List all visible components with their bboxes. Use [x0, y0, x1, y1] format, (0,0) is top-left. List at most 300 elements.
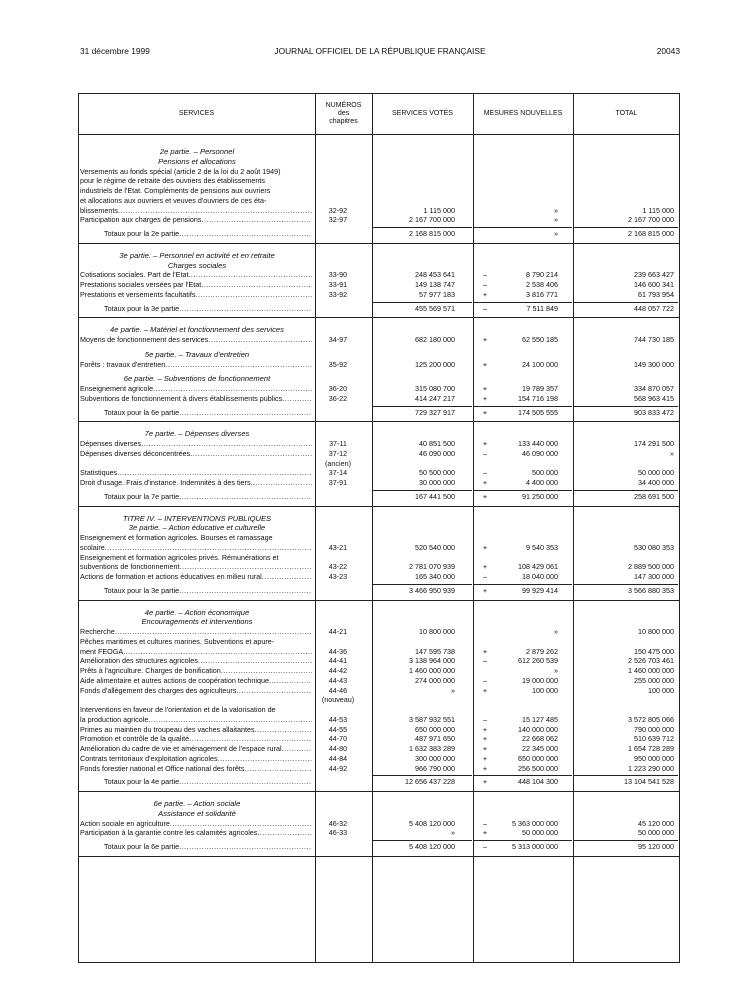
total-rule [574, 227, 678, 228]
total-value: 13 104 541 528 [624, 777, 674, 787]
change-sign: + [482, 585, 488, 595]
change-sign: – [483, 572, 487, 581]
table-row [80, 533, 676, 543]
services-votes-value: 149 138 747 [415, 280, 455, 289]
row-label: ment FEOGA ..... [80, 647, 312, 657]
total-rule [373, 302, 472, 303]
total-value: 150 475 000 [634, 646, 674, 656]
total-value: » [670, 448, 674, 458]
table-row [80, 290, 676, 300]
row-label: Dépenses diverses ..... [80, 439, 312, 449]
services-votes-value: 2 168 815 000 [409, 229, 455, 238]
services-votes-value: 12 656 437 228 [405, 777, 455, 787]
total-value: 258 691 500 [634, 491, 674, 501]
change-sign: – [483, 818, 487, 828]
total-rule [373, 406, 472, 407]
total-rule [474, 775, 572, 776]
change-sign: – [483, 303, 487, 313]
total-value: 3 566 880 353 [628, 585, 674, 595]
mesures-nouvelles-value: » [554, 215, 558, 225]
table-row [80, 715, 676, 725]
services-votes-value: 1 632 383 289 [409, 744, 455, 753]
row-label: Dépenses diverses déconcentrées ..... [80, 449, 312, 459]
table-row [80, 764, 676, 774]
table-row [80, 360, 676, 370]
change-sign: – [483, 270, 487, 280]
table-row [80, 186, 676, 196]
table-row [80, 468, 676, 478]
chapter-number: 44-80 [328, 744, 348, 753]
total-value: 448 057 722 [634, 303, 674, 313]
mesures-nouvelles-value: 50 000 000 [522, 828, 558, 838]
table-row [80, 215, 676, 225]
row-label: Statistiques ..... [80, 468, 312, 478]
section-heading: 6e partie. – Action sociale [153, 799, 241, 808]
services-votes-value: 3 587 932 551 [409, 714, 455, 724]
change-sign: + [482, 763, 488, 773]
table-row [80, 637, 676, 647]
total-rule [574, 584, 678, 585]
chapter-number: 36-20 [328, 384, 348, 393]
row-label: Moyens de fonctionnement des services ..... [80, 335, 312, 345]
mesures-nouvelles-value: 174 505 555 [518, 407, 558, 417]
table-row [80, 335, 676, 345]
services-votes-value: » [451, 685, 455, 695]
total-value: 530 080 353 [634, 542, 674, 552]
total-value: 149 300 000 [634, 359, 674, 369]
table-row [80, 478, 676, 488]
table-row [80, 206, 676, 216]
total-value: 2 526 703 461 [628, 656, 674, 666]
chapter-number: 44-36 [328, 646, 348, 656]
total-value: 255 000 000 [634, 675, 674, 685]
table-row [80, 439, 676, 449]
services-votes-value: 50 500 000 [419, 468, 455, 478]
total-rule [373, 490, 472, 491]
total-value: 950 000 000 [634, 753, 674, 763]
mesures-nouvelles-value: 650 000 000 [518, 753, 558, 763]
row-label: Recherche ..... [80, 627, 312, 637]
services-votes-value: 5 408 120 000 [409, 818, 455, 828]
mesures-nouvelles-value: 612 260 539 [518, 656, 558, 666]
mesures-nouvelles-value: 15 127 485 [522, 714, 558, 724]
row-label: Primes au maintien du troupeau des vaches allaitantes ..... [80, 725, 312, 735]
change-sign: + [482, 744, 488, 753]
header-date: 31 décembre 1999 [80, 46, 150, 56]
row-label: Totaux pour la 3e partie ..... [80, 586, 312, 596]
mesures-nouvelles-value: 62 550 185 [522, 335, 558, 344]
row-label: Pêches maritimes et cultures marines. Subventions et apure- [80, 636, 275, 646]
table-row [80, 562, 676, 572]
chapter-number: 44-43 [328, 675, 348, 685]
mesures-nouvelles-value: » [554, 627, 558, 636]
chapter-number: 32-92 [328, 205, 348, 215]
row-label: industriels de l'Etat. Compléments de pensions aux ouvriers [80, 186, 271, 195]
total-rule [574, 775, 678, 776]
mesures-nouvelles-value: 4 400 000 [526, 478, 558, 487]
services-votes-value: 30 000 000 [419, 478, 455, 487]
change-sign: + [482, 335, 488, 344]
services-votes-value: 10 800 000 [419, 627, 455, 636]
total-rule [574, 406, 678, 407]
mesures-nouvelles-value: 448 104 300 [518, 777, 558, 787]
table-row [80, 543, 676, 553]
row-label: Prêts à l'agriculture. Charges de bonification ..... [80, 666, 312, 676]
change-sign: + [482, 734, 488, 744]
row-label: Versements au fonds spécial (article 2 de la loi du 2 août 1949) [80, 166, 281, 176]
total-rule [474, 302, 572, 303]
chapter-number: 44-84 [328, 753, 348, 763]
services-votes-value: 650 000 000 [415, 724, 455, 734]
mesures-nouvelles-value: 9 540 353 [526, 542, 558, 552]
col-header-total: TOTAL [615, 110, 638, 117]
row-label: scolaire ..... [80, 543, 312, 553]
change-sign: + [482, 562, 488, 572]
total-value: 744 730 185 [634, 335, 674, 344]
services-votes-value: 248 453 641 [415, 270, 455, 280]
change-sign: + [482, 384, 488, 393]
total-value: 334 870 057 [634, 384, 674, 393]
row-label: Aide alimentaire et autres actions de coopération technique ..... [80, 676, 312, 686]
mesures-nouvelles-value: 46 090 000 [522, 448, 558, 458]
total-value: 95 120 000 [638, 842, 674, 851]
row-label: Enseignement et formation agricoles. Bourses et ramassage [80, 533, 273, 542]
row-label: Cotisations sociales. Part de l'Etat ..... [80, 270, 312, 280]
chapter-number: 33-92 [328, 289, 348, 299]
total-value: 3 572 805 066 [628, 714, 674, 724]
row-label: Totaux pour la 3e partie ..... [80, 304, 312, 314]
section-divider [78, 506, 680, 507]
table-row [80, 754, 676, 764]
row-label: Fonds d'allègement des charges des agriculteurs ..... [80, 686, 312, 696]
change-sign: – [483, 468, 487, 478]
section-heading: Encouragements et interventions [141, 617, 253, 627]
change-sign: + [482, 439, 488, 448]
row-label: Amélioration des structures agricoles ..... [80, 656, 312, 666]
total-value: 2 168 815 000 [628, 229, 674, 238]
table-row [80, 553, 676, 563]
change-sign: + [482, 491, 488, 501]
chapter-number: 35-92 [328, 359, 348, 369]
section-divider [78, 243, 680, 244]
change-sign: + [482, 393, 488, 403]
mesures-nouvelles-value: 2 538 406 [526, 280, 558, 289]
totals-row [80, 586, 676, 596]
change-sign: + [482, 407, 488, 417]
row-label: et allocations aux ouvriers et veuves d'ouvriers de ces éta- [80, 195, 267, 205]
section-divider [78, 317, 680, 318]
mesures-nouvelles-value: 5 313 000 000 [512, 842, 558, 851]
chapter-number: 43-21 [328, 542, 348, 552]
table-row [80, 744, 676, 754]
chapter-number: 44-21 [328, 627, 348, 636]
table-row [80, 394, 676, 404]
mesures-nouvelles-value: » [554, 666, 558, 675]
services-votes-value: » [451, 828, 455, 838]
services-votes-value: 729 327 917 [415, 407, 455, 417]
total-value: 1 223 290 000 [628, 763, 674, 773]
chapter-number: 43-22 [328, 562, 348, 572]
row-label: Interventions en faveur de l'orientation et de la valorisation de [80, 705, 276, 714]
table-row [80, 572, 676, 582]
total-rule [373, 775, 472, 776]
table-row [80, 828, 676, 838]
mesures-nouvelles-value: 7 511 849 [526, 303, 558, 313]
mesures-nouvelles-value: 108 429 061 [518, 562, 558, 572]
row-label: Subventions de fonctionnement à divers établissements publics ..... [80, 394, 312, 404]
services-votes-value: 520 540 000 [415, 542, 455, 552]
mesures-nouvelles-value: 99 929 414 [522, 585, 558, 595]
services-votes-value: 966 790 000 [415, 763, 455, 773]
row-label: Totaux pour la 6e partie ..... [80, 842, 312, 852]
row-label: Participation aux charges de pensions ..... [80, 215, 312, 225]
total-value: 790 000 000 [634, 724, 674, 734]
total-value: 146 600 341 [634, 280, 674, 289]
services-votes-value: 3 138 964 000 [409, 656, 455, 666]
section-heading: Assistance et solidarité [158, 808, 236, 818]
mesures-nouvelles-value: 3 816 771 [526, 289, 558, 299]
row-label: Enseignement et formation agricoles privés. Rémunérations et [80, 552, 279, 562]
col-header-numeros: NUMÉROS des chapitres [325, 102, 362, 125]
change-sign: + [482, 753, 488, 763]
change-sign: + [482, 359, 488, 369]
change-sign: – [483, 675, 487, 685]
change-sign: – [483, 280, 487, 289]
total-value: 1 654 728 289 [628, 744, 674, 753]
mesures-nouvelles-value: 154 716 198 [518, 393, 558, 403]
section-heading: 6e partie. – Subventions de fonctionnement [123, 374, 271, 384]
mesures-nouvelles-value: 2 879 262 [526, 646, 558, 656]
total-value: 2 889 500 000 [628, 562, 674, 572]
chapter-number: 43-23 [328, 572, 348, 581]
section-heading: 3e partie. – Action éducative et culturelle [128, 523, 266, 533]
row-label: Totaux pour la 6e partie ..... [80, 408, 312, 418]
total-value: 100 000 [648, 685, 674, 695]
services-votes-value: 57 977 183 [419, 289, 455, 299]
row-label: blissements ..... [80, 206, 312, 216]
totals-row [80, 408, 676, 418]
services-votes-value: 300 000 000 [415, 753, 455, 763]
row-label: Amélioration du cadre de vie et aménagement de l'espace rural ..... [80, 744, 312, 754]
services-votes-value: 147 595 738 [415, 646, 455, 656]
services-votes-value: 682 180 000 [415, 335, 455, 344]
col-header-services-votes: SERVICES VOTÉS [392, 110, 453, 117]
chapter-number: 44-53 [328, 714, 348, 724]
total-value: 147 300 000 [634, 572, 674, 581]
row-label: subventions de fonctionnement ..... [80, 562, 312, 572]
mesures-nouvelles-value: 18 040 000 [522, 572, 558, 581]
total-rule [373, 227, 472, 228]
total-rule [574, 302, 678, 303]
row-label: la production agricole ..... [80, 715, 312, 725]
services-votes-value: 165 340 000 [415, 572, 455, 581]
header-page-number: 20043 [656, 46, 680, 56]
row-label: Totaux pour la 7e partie ..... [80, 492, 312, 502]
total-rule [474, 584, 572, 585]
change-sign: – [483, 448, 487, 458]
chapter-number: 44-42 [328, 666, 348, 675]
total-rule [474, 406, 572, 407]
total-value: 50 000 000 [638, 828, 674, 838]
chapter-number: 44-70 [328, 734, 348, 744]
mesures-nouvelles-value: 133 440 000 [518, 439, 558, 448]
section-heading: 3e partie. – Personnel en activité et en retraite [119, 250, 275, 260]
table-row [80, 449, 676, 459]
chapter-number: 37-91 [328, 478, 348, 487]
mesures-nouvelles-value: 8 790 214 [526, 270, 558, 280]
chapter-number: 44-41 [328, 656, 348, 666]
change-sign: – [483, 842, 487, 851]
change-sign: + [482, 542, 488, 552]
mesures-nouvelles-value: 22 668 062 [522, 734, 558, 744]
table-row [80, 705, 676, 715]
section-heading: 4e partie. – Matériel et fonctionnement des services [110, 325, 284, 335]
section-heading: Pensions et allocations [158, 156, 236, 166]
total-value: 174 291 500 [634, 439, 674, 448]
table-row [80, 819, 676, 829]
mesures-nouvelles-value: 256 500 000 [518, 763, 558, 773]
row-label: pour le régime de retraite des ouvriers des établissements [80, 176, 265, 186]
total-rule [373, 840, 472, 841]
table-row [80, 270, 676, 280]
table-row [80, 695, 676, 705]
table-row [80, 280, 676, 290]
total-value: 1 115 000 [642, 205, 674, 215]
section-heading: TITRE IV. – INTERVENTIONS PUBLIQUES [122, 513, 272, 523]
header-journal-title: JOURNAL OFFICIEL DE LA RÉPUBLIQUE FRANÇAISE [274, 46, 486, 56]
chapter-number: 44-55 [328, 724, 348, 734]
mesures-nouvelles-value: 100 000 [532, 685, 558, 695]
total-value: 61 793 954 [638, 289, 674, 299]
chapter-number: (ancien) [325, 458, 351, 468]
total-value: 2 167 700 000 [628, 215, 674, 225]
total-rule [474, 490, 572, 491]
services-votes-value: 167 441 500 [415, 491, 455, 501]
row-label: Contrats territoriaux d'exploitation agricoles ..... [80, 754, 312, 764]
chapter-number: 33-90 [328, 270, 348, 280]
table-row [80, 459, 676, 469]
total-rule [373, 584, 472, 585]
totals-row [80, 492, 676, 502]
row-label: Totaux pour la 4e partie ..... [80, 777, 312, 787]
change-sign: + [482, 685, 488, 695]
section-divider [78, 791, 680, 792]
section-heading: 4e partie. – Action économique [144, 607, 250, 617]
mesures-nouvelles-value: » [554, 229, 558, 238]
change-sign: + [482, 289, 488, 299]
total-rule [474, 840, 572, 841]
chapter-number: 36-22 [328, 393, 348, 403]
chapter-number: 44-92 [328, 763, 348, 773]
totals-row [80, 229, 676, 239]
services-votes-value: 2 167 700 000 [409, 215, 455, 225]
services-votes-value: 125 200 000 [415, 359, 455, 369]
total-value: 239 663 427 [634, 270, 674, 280]
section-heading: Charges sociales [167, 260, 227, 270]
services-votes-value: 46 090 000 [419, 448, 455, 458]
mesures-nouvelles-value: 19 789 357 [522, 384, 558, 393]
row-label: Enseignement agricole ..... [80, 384, 312, 394]
chapter-number: 44-46 [328, 685, 348, 695]
services-votes-value: 487 971 650 [415, 734, 455, 744]
services-votes-value: 455 569 571 [415, 303, 455, 313]
table-row [80, 676, 676, 686]
table-row [80, 734, 676, 744]
chapter-number: 32-97 [328, 215, 348, 225]
services-votes-value: 315 080 700 [415, 384, 455, 393]
section-divider [78, 856, 680, 857]
change-sign: + [482, 777, 488, 787]
table-row [80, 725, 676, 735]
total-value: 1 460 000 000 [628, 666, 674, 675]
services-votes-value: 2 781 070 939 [409, 562, 455, 572]
change-sign: + [482, 724, 488, 734]
total-value: 10 800 000 [638, 627, 674, 636]
row-label: Fonds forestier national et Office national des forêts ..... [80, 764, 312, 774]
total-value: 903 833 472 [634, 407, 674, 417]
row-label: Prestations sociales versées par l'Etat ..... [80, 280, 312, 290]
total-rule [474, 227, 572, 228]
table-row [80, 167, 676, 177]
col-header-services: SERVICES [178, 110, 215, 117]
row-label: Prestations et versements facultatifs ..... [80, 290, 312, 300]
chapter-number: 46-33 [328, 828, 348, 838]
services-votes-value: 3 466 950 939 [409, 585, 455, 595]
services-votes-value: 1 115 000 [423, 205, 455, 215]
mesures-nouvelles-value: » [554, 205, 558, 215]
change-sign: + [482, 478, 488, 487]
table-row [80, 627, 676, 637]
services-votes-value: 414 247 217 [415, 393, 455, 403]
section-divider [78, 600, 680, 601]
mesures-nouvelles-value: 500 000 [532, 468, 558, 478]
chapter-number: (nouveau) [321, 695, 355, 705]
total-value: 510 639 712 [634, 734, 674, 744]
row-label: Participation à la garantie contre les calamités agricoles ..... [80, 828, 312, 838]
table-row [80, 176, 676, 186]
section-heading: 2e partie. – Personnel [159, 147, 235, 156]
total-value: 568 963 415 [634, 393, 674, 403]
row-label: Totaux pour la 2e partie ..... [80, 229, 312, 239]
mesures-nouvelles-value: 5 363 000 000 [512, 818, 558, 828]
change-sign: + [482, 828, 488, 838]
totals-row [80, 777, 676, 787]
table-row [80, 384, 676, 394]
total-rule [574, 840, 678, 841]
mesures-nouvelles-value: 24 100 000 [522, 359, 558, 369]
change-sign: – [483, 714, 487, 724]
row-label: Promotion et contrôle de la qualité ..... [80, 734, 312, 744]
row-label: Forêts : travaux d'entretien ..... [80, 360, 312, 370]
table-row [80, 686, 676, 696]
services-votes-value: 5 408 120 000 [409, 842, 455, 851]
totals-row [80, 304, 676, 314]
mesures-nouvelles-value: 91 250 000 [522, 491, 558, 501]
total-value: 45 120 000 [638, 818, 674, 828]
chapter-number: 37-12 [328, 448, 348, 458]
totals-row [80, 842, 676, 852]
services-votes-value: 1 460 000 000 [409, 666, 455, 675]
row-label: Actions de formation et actions éducatives en milieu rural ..... [80, 572, 312, 582]
mesures-nouvelles-value: 19 000 000 [522, 675, 558, 685]
section-heading: 7e partie. – Dépenses diverses [144, 429, 250, 439]
chapter-number: 37-11 [329, 439, 347, 448]
chapter-number: 33-91 [328, 280, 348, 289]
total-rule [574, 490, 678, 491]
row-label: Action sociale en agriculture ..... [80, 819, 312, 829]
row-label: Droit d'usage. Frais d'instance. Indemnités à des tiers ..... [80, 478, 312, 488]
col-header-mesures-nouvelles: MESURES NOUVELLES [483, 110, 563, 117]
